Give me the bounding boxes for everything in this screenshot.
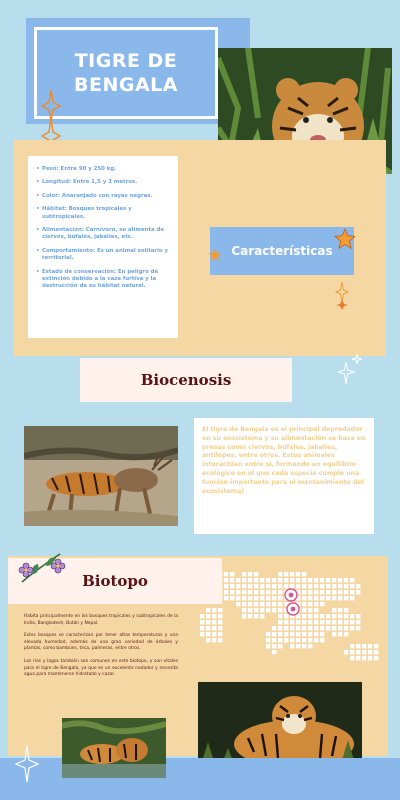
map-dot — [254, 584, 258, 588]
biocenosis-text: El tigre de Bengala es el principal depredador en su ecosistema y su alimentación se basa en presas como ciervos, búfalos, jabalíes, antílopes, entre otros. Estos animales interactúan entre sí, formando un equilibrio ecológico en el que cada especie cumple una función importante para el mantenimiento del ecosistema) — [202, 426, 366, 495]
map-dot — [230, 578, 234, 582]
map-dot — [242, 572, 246, 576]
map-dot — [356, 614, 360, 618]
map-dot — [350, 590, 354, 594]
list-item: • Hábitat: Bosques tropicales y subtropicales. — [36, 206, 172, 221]
map-dot — [332, 614, 336, 618]
map-dot — [296, 572, 300, 576]
map-dot — [272, 626, 276, 630]
map-dot — [236, 602, 240, 606]
map-dot — [314, 584, 318, 588]
map-dot — [314, 590, 318, 594]
map-dot — [272, 602, 276, 606]
map-dot — [266, 590, 270, 594]
map-dot — [224, 590, 228, 594]
map-dot — [272, 650, 276, 654]
map-dot — [362, 656, 366, 660]
map-dot — [344, 632, 348, 636]
map-dot — [374, 656, 378, 660]
map-dot — [302, 590, 306, 594]
map-dot — [254, 590, 258, 594]
map-dot — [314, 620, 318, 624]
map-dot — [344, 608, 348, 612]
map-dot — [290, 572, 294, 576]
map-dot — [344, 620, 348, 624]
map-dot — [260, 608, 264, 612]
map-dot — [326, 584, 330, 588]
map-dot — [350, 614, 354, 618]
map-dot — [332, 578, 336, 582]
map-dot — [284, 632, 288, 636]
map-dot — [302, 572, 306, 576]
map-dot — [332, 608, 336, 612]
tiger-hunting-photo — [24, 426, 178, 526]
map-dot — [212, 620, 216, 624]
map-dot — [218, 608, 222, 612]
map-dot — [320, 614, 324, 618]
map-dot — [212, 614, 216, 618]
map-dot — [320, 596, 324, 600]
map-dot — [224, 572, 228, 576]
map-dot — [350, 584, 354, 588]
map-dot — [248, 584, 252, 588]
map-dot — [278, 638, 282, 642]
map-dot — [284, 626, 288, 630]
map-dot — [296, 578, 300, 582]
map-dot — [206, 620, 210, 624]
map-dot — [308, 614, 312, 618]
map-dot — [278, 644, 282, 648]
map-dot — [272, 578, 276, 582]
map-dot — [290, 578, 294, 582]
map-dot — [302, 614, 306, 618]
footer-band — [0, 758, 400, 800]
map-dot — [356, 584, 360, 588]
map-dot — [218, 626, 222, 630]
map-dot — [302, 638, 306, 642]
map-dot — [200, 614, 204, 618]
list-item: • Estado de conservación: En peligro de extinción debido a la caza furtiva y la destrucción de su hábitat natural. — [36, 269, 172, 291]
map-dot — [248, 596, 252, 600]
map-dot — [212, 608, 216, 612]
map-dot — [338, 632, 342, 636]
sparkle-icon — [338, 354, 362, 388]
map-dot — [236, 578, 240, 582]
map-dot — [362, 650, 366, 654]
map-dot — [302, 644, 306, 648]
map-dot — [248, 608, 252, 612]
map-dot — [302, 632, 306, 636]
map-dot — [338, 626, 342, 630]
map-dot — [338, 596, 342, 600]
characteristics-list — [28, 156, 178, 338]
page-title: TIGRE DE BENGALA — [74, 50, 178, 96]
map-dot — [326, 590, 330, 594]
map-dot — [308, 620, 312, 624]
map-dot — [308, 602, 312, 606]
map-dot — [230, 596, 234, 600]
map-dot — [284, 638, 288, 642]
map-dot — [218, 632, 222, 636]
map-dot — [308, 590, 312, 594]
map-dot — [278, 632, 282, 636]
map-dot — [344, 584, 348, 588]
biocenosis-heading: Biocenosis — [80, 358, 292, 402]
map-dot — [272, 632, 276, 636]
map-dot — [320, 590, 324, 594]
map-dot — [314, 602, 318, 606]
map-dot — [302, 584, 306, 588]
map-dot — [272, 608, 276, 612]
map-dot — [320, 626, 324, 630]
map-dot — [314, 608, 318, 612]
map-dot — [266, 584, 270, 588]
map-dot — [326, 596, 330, 600]
map-dot — [368, 656, 372, 660]
map-dot — [278, 578, 282, 582]
sparkle-icon — [14, 744, 40, 784]
map-dot — [242, 614, 246, 618]
map-dot — [338, 620, 342, 624]
map-dot — [278, 614, 282, 618]
map-dot — [206, 632, 210, 636]
map-dot — [266, 608, 270, 612]
map-dot — [350, 620, 354, 624]
map-dot — [320, 632, 324, 636]
map-dot — [326, 578, 330, 582]
map-dot — [230, 590, 234, 594]
biocenosis-text-box — [194, 418, 374, 534]
map-dot — [302, 578, 306, 582]
list-item: • Peso: Entre 90 y 250 kg. — [36, 166, 172, 173]
map-dot — [278, 590, 282, 594]
map-dot — [278, 596, 282, 600]
map-dot — [296, 626, 300, 630]
map-dot — [344, 590, 348, 594]
map-dot — [308, 632, 312, 636]
map-dot — [356, 644, 360, 648]
map-dot — [302, 602, 306, 606]
map-dot — [290, 620, 294, 624]
map-dot — [242, 596, 246, 600]
map-dot — [260, 596, 264, 600]
map-dot — [200, 632, 204, 636]
map-dot — [332, 632, 336, 636]
map-dot — [278, 626, 282, 630]
map-dot — [242, 584, 246, 588]
map-dot — [266, 632, 270, 636]
map-dot — [242, 608, 246, 612]
map-dot — [260, 590, 264, 594]
map-dot — [314, 614, 318, 618]
map-dot — [284, 620, 288, 624]
map-dot — [344, 614, 348, 618]
star-icon — [334, 282, 350, 310]
map-dot — [326, 626, 330, 630]
map-dot — [314, 596, 318, 600]
map-dot — [266, 578, 270, 582]
map-dot — [218, 614, 222, 618]
map-dot — [308, 626, 312, 630]
map-dot — [272, 638, 276, 642]
map-dot — [332, 620, 336, 624]
map-dot — [236, 584, 240, 588]
map-dot — [338, 578, 342, 582]
map-dot — [254, 614, 258, 618]
map-dot — [254, 608, 258, 612]
map-dot — [356, 590, 360, 594]
map-dot — [200, 626, 204, 630]
map-dot — [248, 572, 252, 576]
map-dot — [332, 590, 336, 594]
map-dot — [350, 650, 354, 654]
map-dot — [242, 602, 246, 606]
map-dot — [290, 644, 294, 648]
map-dot — [326, 614, 330, 618]
map-dot — [302, 608, 306, 612]
map-dot — [338, 584, 342, 588]
map-dot — [290, 632, 294, 636]
flower-icon — [16, 546, 68, 588]
map-dot — [272, 584, 276, 588]
map-dot — [356, 650, 360, 654]
map-dot — [272, 596, 276, 600]
map-dot — [224, 578, 228, 582]
map-dot — [320, 584, 324, 588]
star-icon — [334, 228, 356, 250]
map-dot — [248, 602, 252, 606]
map-dot — [338, 608, 342, 612]
map-dot — [320, 578, 324, 582]
map-dot — [350, 626, 354, 630]
characteristics-heading: Características — [210, 227, 354, 275]
map-dot — [236, 590, 240, 594]
map-dot — [254, 596, 258, 600]
list-item: • Color: Anaranjado con rayas negras. — [36, 193, 172, 200]
map-dot — [266, 644, 270, 648]
map-dot — [368, 650, 372, 654]
map-dot — [296, 644, 300, 648]
map-dot — [200, 620, 204, 624]
map-dot — [308, 638, 312, 642]
map-dot — [356, 620, 360, 624]
map-dot — [320, 620, 324, 624]
map-dot — [206, 626, 210, 630]
map-dot — [218, 620, 222, 624]
map-dot — [206, 614, 210, 618]
map-dot — [254, 602, 258, 606]
map-dot — [230, 572, 234, 576]
biotopo-paragraph: Habita principalmente en los bosques tropicales y subtropicales de la India, Bangladesh, Bután y Nepal. — [24, 614, 178, 626]
map-dot — [356, 656, 360, 660]
map-dot — [254, 572, 258, 576]
map-dot — [302, 626, 306, 630]
map-dot — [308, 584, 312, 588]
map-dot — [212, 632, 216, 636]
map-dot — [374, 644, 378, 648]
map-dot — [212, 638, 216, 642]
map-dot — [236, 596, 240, 600]
map-dot — [266, 602, 270, 606]
map-dot — [212, 626, 216, 630]
map-dot — [344, 626, 348, 630]
map-dot — [344, 596, 348, 600]
list-item: • Longitud: Entre 1,5 y 3 metros. — [36, 179, 172, 186]
map-dot — [344, 650, 348, 654]
map-dot — [356, 626, 360, 630]
list-item: • Alimentación: Carnívoro, se alimenta de ciervos, búfalos, jabalíes, etc. — [36, 227, 172, 242]
map-dot — [308, 596, 312, 600]
map-dot — [296, 638, 300, 642]
map-dot — [308, 644, 312, 648]
map-dot — [260, 602, 264, 606]
map-dot — [224, 584, 228, 588]
map-dot — [338, 614, 342, 618]
map-dot — [290, 638, 294, 642]
map-dot — [308, 578, 312, 582]
map-dot — [314, 626, 318, 630]
map-dot — [362, 644, 366, 648]
map-dot — [278, 602, 282, 606]
map-dot — [320, 602, 324, 606]
biotopo-paragraph: Los ríos y lagos también son comunes en este biotopo, y son vitales para el tigre de Bengala, ya que es un excelente nadador y necesita agua para mantenerse hidratado y cazar. — [24, 658, 178, 678]
map-dot — [332, 596, 336, 600]
map-dot — [314, 638, 318, 642]
map-dot — [230, 584, 234, 588]
map-dot — [314, 632, 318, 636]
map-dot — [260, 584, 264, 588]
map-dot — [254, 578, 258, 582]
map-dot — [296, 632, 300, 636]
list-item: • Comportamiento: Es un animal solitario y territorial. — [36, 248, 172, 263]
map-dot — [278, 572, 282, 576]
map-dot — [248, 614, 252, 618]
map-dot — [278, 584, 282, 588]
map-dot — [242, 578, 246, 582]
map-dot — [350, 578, 354, 582]
map-dot — [326, 620, 330, 624]
biotopo-text — [24, 614, 178, 685]
map-dot — [344, 578, 348, 582]
biotopo-paragraph: Estos bosques se caracterizan por tener altas temperaturas y una elevada humedad, además de una gran variedad de árboles y plantas, como bambúes, teca, palmeras, entre otros. — [24, 633, 178, 652]
map-dot — [350, 656, 354, 660]
map-dot — [260, 578, 264, 582]
map-dot — [278, 620, 282, 624]
map-dot — [224, 596, 228, 600]
map-dot — [302, 620, 306, 624]
map-dot — [242, 590, 246, 594]
map-dot — [350, 644, 354, 648]
map-dot — [332, 626, 336, 630]
map-dot — [374, 650, 378, 654]
map-dot — [278, 608, 282, 612]
map-dot — [368, 644, 372, 648]
star-icon — [208, 248, 222, 262]
biotopo-heading: Biotopo — [8, 558, 222, 604]
map-dot — [284, 572, 288, 576]
map-dot — [260, 614, 264, 618]
map-dot — [206, 608, 210, 612]
map-dot — [308, 608, 312, 612]
map-dot — [332, 584, 336, 588]
map-dot — [314, 578, 318, 582]
map-dot — [290, 626, 294, 630]
map-dot — [272, 644, 276, 648]
map-dot — [302, 596, 306, 600]
map-dot — [350, 596, 354, 600]
map-dot — [248, 590, 252, 594]
map-dot — [266, 596, 270, 600]
tigers-water-photo — [62, 718, 166, 778]
map-dot — [248, 578, 252, 582]
map-dot — [296, 620, 300, 624]
map-dot — [338, 590, 342, 594]
map-dot — [320, 638, 324, 642]
map-dot — [266, 638, 270, 642]
location-pin-icon — [286, 602, 300, 618]
map-dot — [218, 638, 222, 642]
map-dot — [284, 578, 288, 582]
map-dot — [272, 590, 276, 594]
map-dot — [206, 638, 210, 642]
